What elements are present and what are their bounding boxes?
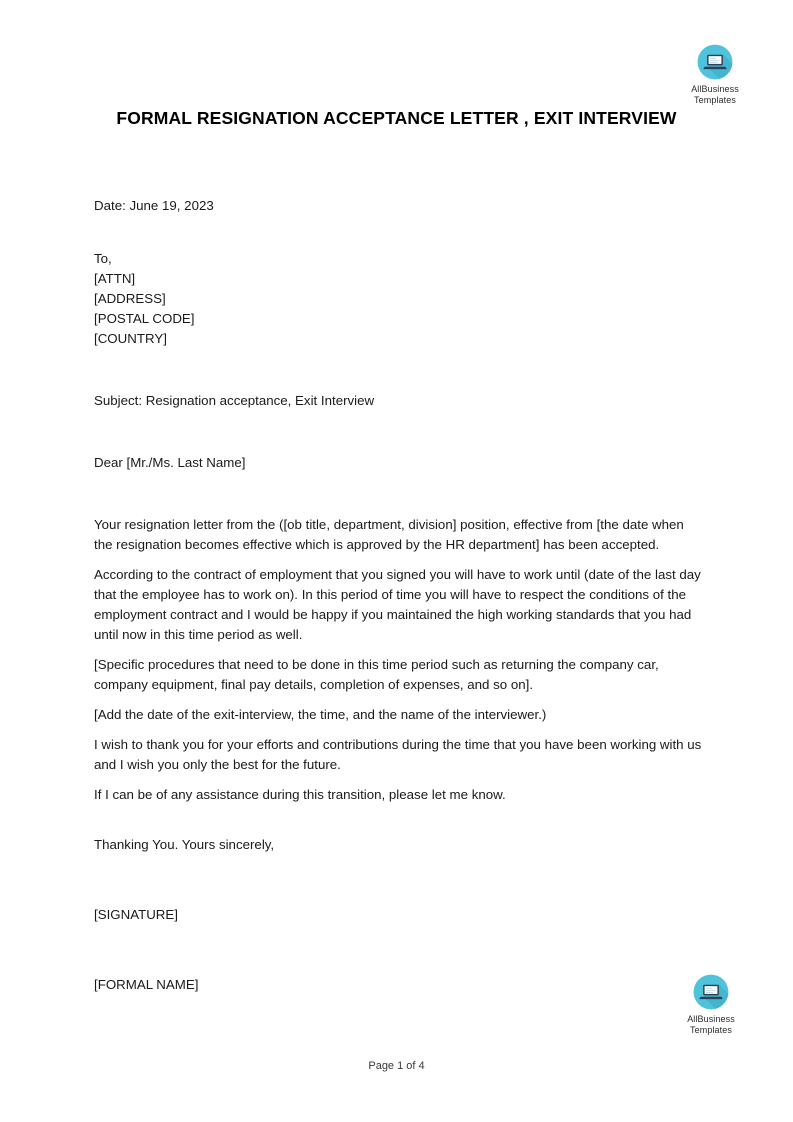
laptop-icon [693,974,729,1010]
body-paragraph: Your resignation letter from the ([ob title, department, division] position, effective from [the date when the resignation becomes effective which is approved by the HR department] has been accepted. [94,517,684,552]
body-paragraph: [Specific procedures that need to be done in this time period such as returning the company car, company equipment, final pay details, completion of expenses, and so on]. [94,657,659,692]
body-paragraph: According to the contract of employment that you signed you will have to work until (date of the last day that the employee has to work on). In this period of time you will have to respect the conditions of the employment contract and I would be happy if you maintained the high working standards that you had until now in this time period as well. [94,567,701,642]
signature-placeholder: [SIGNATURE] [94,907,178,922]
spacer [94,855,704,905]
recipient-postal-code: [POSTAL CODE] [94,311,195,326]
brand-wordmark [672,84,758,106]
document-title: FORMAL RESIGNATION ACCEPTANCE LETTER , EXIT INTERVIEW [116,108,677,128]
spacer [94,473,704,515]
brand-line-2: Templates [694,95,736,105]
spacer [94,216,704,249]
brand-line-1: AllBusiness [687,1014,735,1024]
recipient-address-block [94,249,704,349]
subject-line: Subject: Resignation acceptance, Exit Interview [94,393,375,408]
body-paragraph: I wish to thank you for your efforts and contributions during the time that you have been working with us and I wish you only the best for the future. [94,737,702,772]
page-number: Page 1 of 4 [368,1060,425,1072]
spacer [94,411,704,453]
spacer [94,815,704,835]
brand-logo-footer [668,974,754,1036]
brand-wordmark [668,1014,754,1036]
brand-logo-header [672,44,758,106]
recipient-to: To, [94,251,112,266]
recipient-address: [ADDRESS] [94,291,166,306]
recipient-attn: [ATTN] [94,271,136,286]
date-line: Date: June 19, 2023 [94,198,214,213]
laptop-icon [697,44,733,80]
brand-line-2: Templates [690,1025,732,1035]
brand-line-1: AllBusiness [691,84,739,94]
closing-line: Thanking You. Yours sincerely, [94,837,275,852]
body-paragraph: [Add the date of the exit-interview, the time, and the name of the interviewer.) [94,707,547,722]
salutation: Dear [Mr./Ms. Last Name] [94,455,246,470]
spacer [94,349,704,391]
body-paragraph: If I can be of any assistance during this transition, please let me know. [94,787,506,802]
spacer [94,925,704,975]
formal-name-placeholder: [FORMAL NAME] [94,977,199,992]
letter-body [94,196,704,995]
recipient-country: [COUNTRY] [94,331,167,346]
